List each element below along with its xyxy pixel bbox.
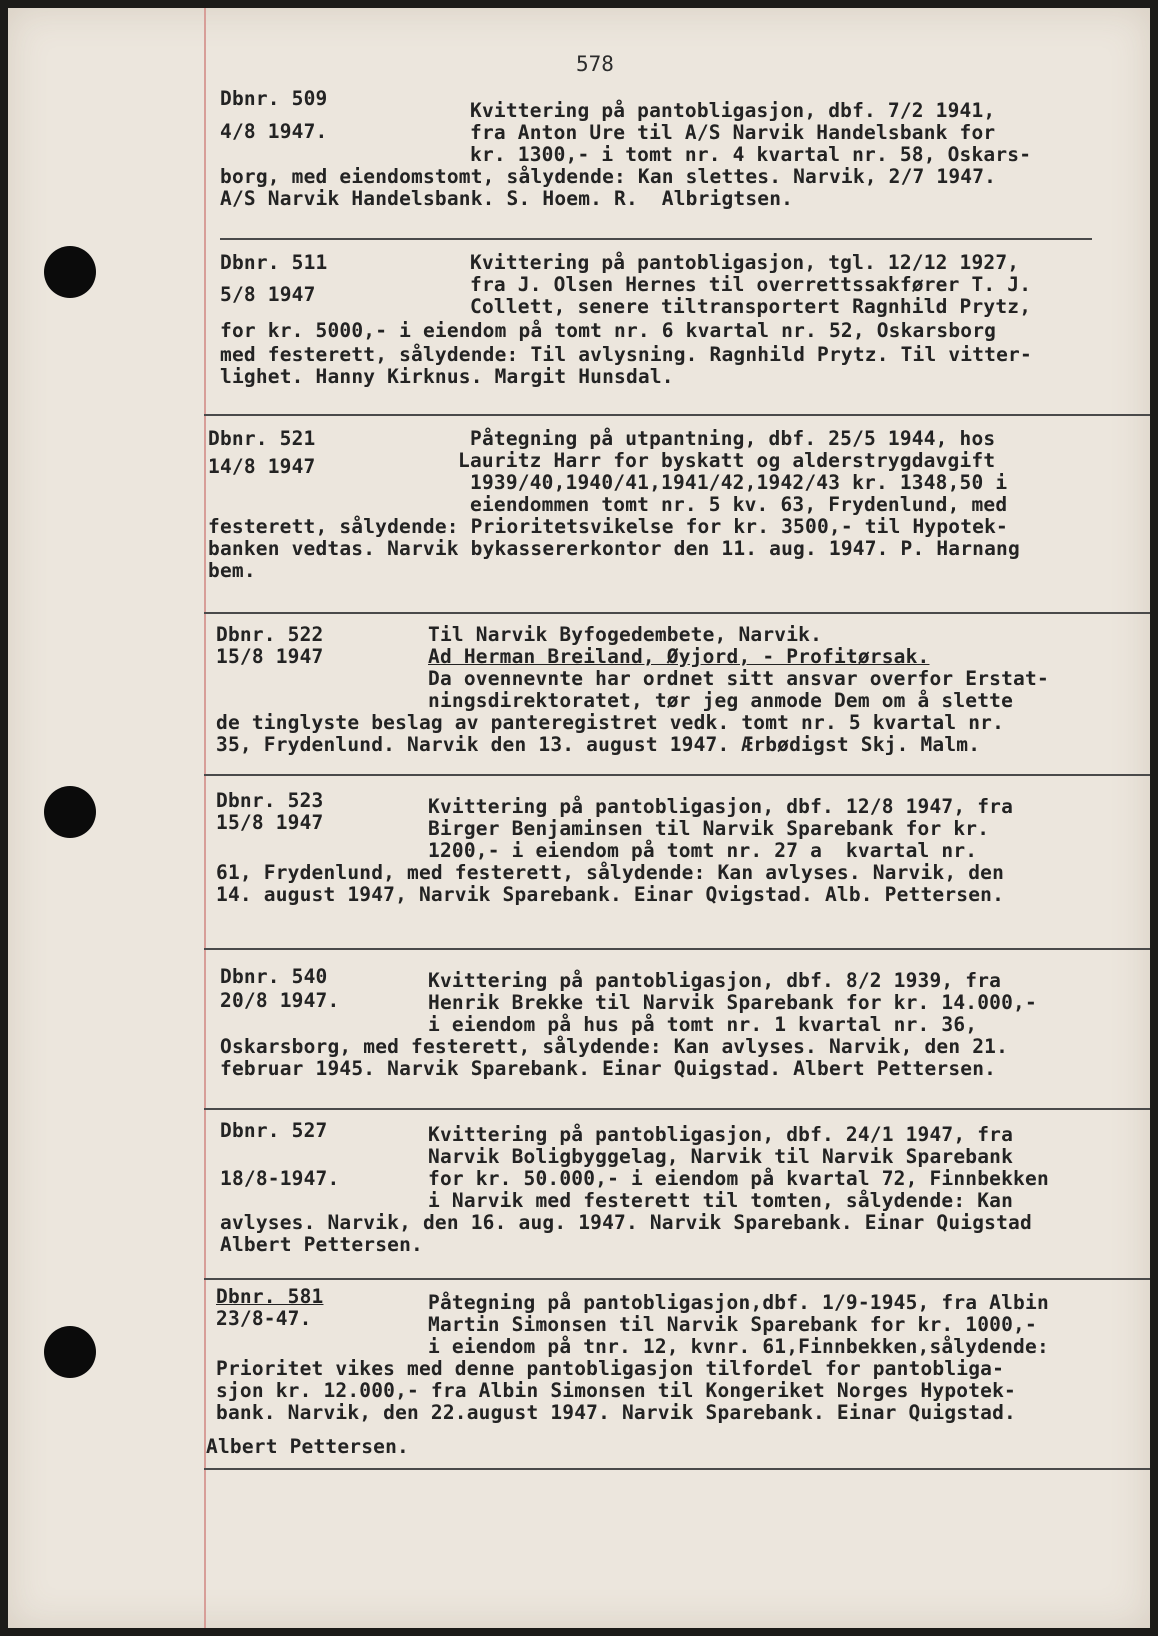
entry-text-line: 1939/40,1940/41,1941/42,1942/43 kr. 1348,50 i [470, 471, 1008, 494]
entry-text-line: Ad Herman Breiland, Øyjord, - Profitørsak. [428, 645, 930, 668]
entry-divider [204, 612, 1150, 614]
entry-divider [204, 1108, 1150, 1110]
entry-text-line: i eiendom på hus på tomt nr. 1 kvartal nr. 36, [428, 1013, 978, 1036]
punch-hole [44, 246, 96, 298]
ledger-page [8, 8, 1150, 1628]
entry-number: Dbnr. 521 [208, 427, 316, 450]
entry-text-line: kr. 1300,- i tomt nr. 4 kvartal nr. 58, Oskars- [470, 143, 1032, 166]
entry-text-line: bem. [208, 559, 256, 582]
entry-text-line: Birger Benjaminsen til Narvik Sparebank for kr. [428, 817, 990, 840]
entry-text-line: Da ovennevnte har ordnet sitt ansvar overfor Erstat- [428, 667, 1049, 690]
entry-number: Dbnr. 511 [220, 251, 328, 274]
entry-text-line: Kvittering på pantobligasjon, dbf. 7/2 1941, [470, 99, 996, 122]
entry-date: 4/8 1947. [220, 120, 328, 143]
entry-text-line: med festerett, sålydende: Til avlysning. Ragnhild Prytz. Til vitter- [220, 343, 1032, 366]
entry-divider [220, 238, 1092, 240]
entry-text-line: Narvik Boligbyggelag, Narvik til Narvik Sparebank [428, 1145, 1014, 1168]
entry-text-line: Martin Simonsen til Narvik Sparebank for kr. 1000,- [428, 1313, 1037, 1336]
punch-hole [44, 1326, 96, 1378]
entry-text-line: lighet. Hanny Kirknus. Margit Hunsdal. [220, 365, 674, 388]
entry-text-line: Kvittering på pantobligasjon, dbf. 24/1 1947, fra [428, 1123, 1014, 1146]
entry-text-line: i Narvik med festerett til tomten, sålydende: Kan [428, 1189, 1014, 1212]
entry-number: Dbnr. 581 [216, 1285, 324, 1308]
entry-text-line: Oskarsborg, med festerett, sålydende: Kan avlyses. Narvik, den 21. [220, 1035, 1009, 1058]
entry-number: Dbnr. 540 [220, 965, 328, 988]
entry-text-line: borg, med eiendomstomt, sålydende: Kan slettes. Narvik, 2/7 1947. [220, 165, 997, 188]
entry-text-line: Påtegning på utpantning, dbf. 25/5 1944, hos [470, 427, 996, 450]
entry-text-line: Kvittering på pantobligasjon, dbf. 12/8 1947, fra [428, 795, 1014, 818]
entry-text-line: avlyses. Narvik, den 16. aug. 1947. Narvik Sparebank. Einar Quigstad [220, 1211, 1032, 1234]
entry-date: 18/8-1947. [220, 1167, 340, 1190]
entry-date: 15/8 1947 [216, 811, 324, 834]
entry-date: 14/8 1947 [208, 455, 316, 478]
entry-text-line: eiendommen tomt nr. 5 kv. 63, Frydenlund, med [470, 493, 1008, 516]
entry-number: Dbnr. 523 [216, 789, 324, 812]
entry-text-line: festerett, sålydende: Prioritetsvikelse for kr. 3500,- til Hypotek- [208, 515, 1008, 538]
entry-text-line: Albert Pettersen. [220, 1233, 423, 1256]
entry-text-line: bank. Narvik, den 22.august 1947. Narvik Sparebank. Einar Quigstad. [216, 1401, 1016, 1424]
entry-text-line: fra J. Olsen Hernes til overrettssakfører T. J. [470, 273, 1032, 296]
margin-line [204, 8, 206, 1628]
entry-date: 15/8 1947 [216, 645, 324, 668]
entry-number: Dbnr. 527 [220, 1119, 328, 1142]
entry-text-line: 1200,- i eiendom på tomt nr. 27 a kvartal nr. [428, 839, 978, 862]
entry-text-line: 61, Frydenlund, med festerett, sålydende: Kan avlyses. Narvik, den [216, 861, 1005, 884]
entry-divider [204, 1468, 1150, 1470]
entry-text-line: 14. august 1947, Narvik Sparebank. Einar Qvigstad. Alb. Pettersen. [216, 883, 1005, 906]
entry-text-line: de tinglyste beslag av panteregistret vedk. tomt nr. 5 kvartal nr. [216, 711, 1005, 734]
entry-text-line: i eiendom på tnr. 12, kvnr. 61,Finnbekken,sålydende: [428, 1335, 1049, 1358]
entry-number: Dbnr. 509 [220, 87, 328, 110]
entry-text-line: fra Anton Ure til A/S Narvik Handelsbank for [470, 121, 996, 144]
entry-date: 20/8 1947. [220, 989, 340, 1012]
entry-text-line: Albert Pettersen. [206, 1435, 409, 1458]
entry-divider [204, 1278, 1150, 1280]
entry-divider [204, 414, 1150, 416]
entry-divider [204, 774, 1150, 776]
entry-text-line: for kr. 50.000,- i eiendom på kvartal 72, Finnbekken [428, 1167, 1049, 1190]
entry-text-line: Kvittering på pantobligasjon, dbf. 8/2 1939, fra [428, 969, 1002, 992]
entry-text-line: Til Narvik Byfogedembete, Narvik. [428, 623, 823, 646]
entry-date: 23/8-47. [216, 1307, 312, 1330]
entry-text-line: februar 1945. Narvik Sparebank. Einar Quigstad. Albert Pettersen. [220, 1057, 997, 1080]
entry-text-line: Prioritet vikes med denne pantobligasjon tilfordel for pantobliga- [216, 1357, 1005, 1380]
entry-divider [204, 948, 1150, 950]
entry-text-line: Collett, senere tiltransportert Ragnhild Prytz, [470, 295, 1032, 318]
entry-text-line: Påtegning på pantobligasjon,dbf. 1/9-1945, fra Albin [428, 1291, 1049, 1314]
entry-text-line: ningsdirektoratet, tør jeg anmode Dem om å slette [428, 689, 1014, 712]
entry-text-line: A/S Narvik Handelsbank. S. Hoem. R. Albrigtsen. [220, 187, 794, 210]
entry-number: Dbnr. 522 [216, 623, 324, 646]
entry-text-line: Lauritz Harr for byskatt og alderstrygdavgift [458, 449, 996, 472]
entry-text-line: Kvittering på pantobligasjon, tgl. 12/12 1927, [470, 251, 1020, 274]
entry-text-line: banken vedtas. Narvik bykassererkontor den 11. aug. 1947. P. Harnang [208, 537, 1020, 560]
page-number: 578 [576, 52, 614, 76]
entry-text-line: 35, Frydenlund. Narvik den 13. august 1947. Ærbødigst Skj. Malm. [216, 733, 981, 756]
entry-text-line: sjon kr. 12.000,- fra Albin Simonsen til Kongeriket Norges Hypotek- [216, 1379, 1016, 1402]
entry-date: 5/8 1947 [220, 283, 316, 306]
entry-text-line: Henrik Brekke til Narvik Sparebank for kr. 14.000,- [428, 991, 1037, 1014]
entry-text-line: for kr. 5000,- i eiendom på tomt nr. 6 kvartal nr. 52, Oskarsborg [220, 319, 997, 342]
punch-hole [44, 786, 96, 838]
